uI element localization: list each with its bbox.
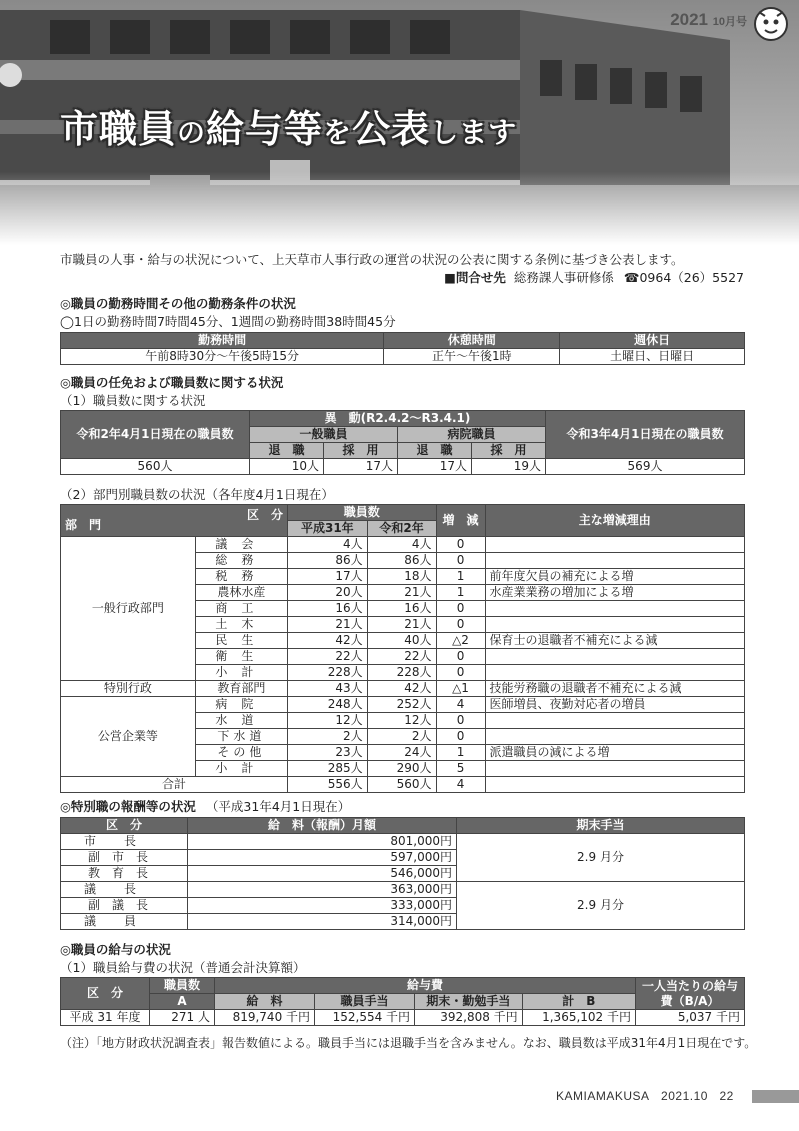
cell-diff: 0 <box>436 729 485 745</box>
cell-r2: 560人 <box>367 777 436 793</box>
salary-sub: （1）職員給与費の状況（普通会計決算額） <box>60 960 306 975</box>
cell-diff: 4 <box>436 777 485 793</box>
cell-reason <box>485 617 744 633</box>
page-footer: KAMIAMAKUSA 2021.10 22 <box>556 1089 734 1103</box>
monthly-salary: 801,000円 <box>188 834 457 850</box>
cell-reason <box>485 713 744 729</box>
mascot-icon <box>749 2 793 46</box>
cell-diff: 1 <box>436 745 485 761</box>
table-row <box>61 681 745 697</box>
section-title-salary: ◎職員の給与の状況 <box>60 942 171 957</box>
department-group: 特別行政 <box>61 681 196 697</box>
cell-h31: 17人 <box>288 569 368 585</box>
cell-reason <box>485 649 744 665</box>
cell-reason <box>485 761 744 777</box>
special-staff-table: 区 分 給 料（報酬）月額 期末手当 市長 801,000円 2.9 月分 副市長 597,000円 教育長 546,000円 議長 363,000円 2.9 月分 副議長 333,000円 議員 314,000円 <box>60 817 745 930</box>
bonus-months: 2.9 月分 <box>457 834 745 882</box>
cell-reason <box>485 553 744 569</box>
row-category: 小計 <box>195 761 287 777</box>
cell-diff: 0 <box>436 553 485 569</box>
row-category: 病院 <box>195 697 287 713</box>
cell-r2: 22人 <box>367 649 436 665</box>
cell-diff: 0 <box>436 601 485 617</box>
cell-h31: 12人 <box>288 713 368 729</box>
table-row <box>61 697 745 713</box>
cell-h31: 556人 <box>288 777 368 793</box>
position-name: 教育長 <box>61 866 188 882</box>
row-category: 税務 <box>195 569 287 585</box>
row-category: 土木 <box>195 617 287 633</box>
position-name: 議員 <box>61 914 188 930</box>
position-name: 議長 <box>61 882 188 898</box>
header-photo <box>0 0 799 245</box>
department-group: 一般行政部門 <box>61 537 196 681</box>
monthly-salary: 546,000円 <box>188 866 457 882</box>
cell-r2: 86人 <box>367 553 436 569</box>
work-hours-table: 勤務時間 休憩時間 週休日 午前8時30分～午後5時15分 正午～午後1時 土曜日、日曜日 <box>60 332 745 365</box>
section-title-work-hours: ◎職員の勤務時間その他の勤務条件の状況 <box>60 296 296 311</box>
cell-h31: 43人 <box>288 681 368 697</box>
cell-r2: 16人 <box>367 601 436 617</box>
cell-h31: 285人 <box>288 761 368 777</box>
row-category: 総務 <box>195 553 287 569</box>
section-title-special-staff: ◎特別職の報酬等の状況 （平成31年4月1日現在） <box>60 799 351 814</box>
section-title-staff: ◎職員の任免および職員数に関する状況 <box>60 375 284 390</box>
cell-h31: 22人 <box>288 649 368 665</box>
total-label: 合計 <box>61 777 288 793</box>
bonus-months: 2.9 月分 <box>457 882 745 930</box>
staff-count-table: 令和2年4月1日現在の職員数 異 動(R2.4.2～R3.4.1) 令和3年4月1日現在の職員数 一般職員 病院職員 退 職 採 用 退 職 採 用 560人 10人 17人 17人 19人 569人 <box>60 410 745 475</box>
cell-reason: 派遣職員の減による増 <box>485 745 744 761</box>
footnote: （注）「地方財政状況調査表」報告数値による。職員手当には退職手当を含みません。なお、職員数は平成31年4月1日現在です。 <box>60 1036 757 1050</box>
row-category: 民生 <box>195 633 287 649</box>
salary-cost-table: 区 分 職員数 給与費 一人当たりの給与費（B/A） A 給 料 職員手当 期末・勤勉手当 計 B 平成 31 年度 271 人 819,740 千円 152,554 千円 392,808 千円 1,365,102 千円 5,037 千円 <box>60 977 745 1026</box>
cell-reason <box>485 601 744 617</box>
row-category: 商工 <box>195 601 287 617</box>
cell-diff: 0 <box>436 665 485 681</box>
position-name: 副議長 <box>61 898 188 914</box>
cell-reason: 保育士の退職者不補充による減 <box>485 633 744 649</box>
cell-diff: 0 <box>436 649 485 665</box>
row-category: 水道 <box>195 713 287 729</box>
cell-h31: 42人 <box>288 633 368 649</box>
cell-diff: 5 <box>436 761 485 777</box>
work-hours-summary: ◯1日の勤務時間7時間45分、1週間の勤務時間38時間45分 <box>60 314 396 329</box>
cell-diff: 0 <box>436 537 485 553</box>
table-row <box>61 882 745 898</box>
cell-h31: 21人 <box>288 617 368 633</box>
cell-diff: 0 <box>436 617 485 633</box>
cell-h31: 23人 <box>288 745 368 761</box>
row-category: 小計 <box>195 665 287 681</box>
cell-reason: 前年度欠員の補充による増 <box>485 569 744 585</box>
row-category: 衛生 <box>195 649 287 665</box>
row-category: その他 <box>195 745 287 761</box>
cell-h31: 4人 <box>288 537 368 553</box>
cell-diff: 1 <box>436 569 485 585</box>
table-row <box>61 834 745 850</box>
cell-diff: △2 <box>436 633 485 649</box>
cell-reason: 水産業業務の増加による増 <box>485 585 744 601</box>
cell-r2: 12人 <box>367 713 436 729</box>
cell-diff: 4 <box>436 697 485 713</box>
position-name: 副市長 <box>61 850 188 866</box>
cell-reason <box>485 537 744 553</box>
cell-r2: 228人 <box>367 665 436 681</box>
staff-sub-2: （2）部門別職員数の状況（各年度4月1日現在） <box>60 487 334 502</box>
contact-info: ■問合せ先 総務課人事研修係 ☎0964（26）5527 <box>444 270 744 285</box>
cell-r2: 21人 <box>367 585 436 601</box>
cell-reason <box>485 777 744 793</box>
cell-h31: 248人 <box>288 697 368 713</box>
cell-r2: 24人 <box>367 745 436 761</box>
cell-h31: 86人 <box>288 553 368 569</box>
cell-diff: 1 <box>436 585 485 601</box>
monthly-salary: 333,000円 <box>188 898 457 914</box>
cell-diff: △1 <box>436 681 485 697</box>
cell-reason <box>485 665 744 681</box>
row-category: 教育部門 <box>195 681 287 697</box>
cell-h31: 2人 <box>288 729 368 745</box>
cell-r2: 290人 <box>367 761 436 777</box>
cell-diff: 0 <box>436 713 485 729</box>
cell-h31: 20人 <box>288 585 368 601</box>
row-category: 農林水産 <box>195 585 287 601</box>
cell-r2: 2人 <box>367 729 436 745</box>
monthly-salary: 314,000円 <box>188 914 457 930</box>
cell-r2: 21人 <box>367 617 436 633</box>
monthly-salary: 597,000円 <box>188 850 457 866</box>
cell-h31: 16人 <box>288 601 368 617</box>
table-row <box>61 777 745 793</box>
cell-r2: 252人 <box>367 697 436 713</box>
cell-r2: 18人 <box>367 569 436 585</box>
cell-r2: 4人 <box>367 537 436 553</box>
department-group: 公営企業等 <box>61 697 196 777</box>
table-row <box>61 537 745 553</box>
department-rows <box>61 537 745 793</box>
page-title: 市職員の給与等を公表します <box>60 107 518 151</box>
issue-date: 2021 10月号 <box>670 10 747 29</box>
row-category: 議会 <box>195 537 287 553</box>
cell-reason: 医師増員、夜勤対応者の増員 <box>485 697 744 713</box>
cell-r2: 40人 <box>367 633 436 649</box>
cell-r2: 42人 <box>367 681 436 697</box>
cell-reason <box>485 729 744 745</box>
monthly-salary: 363,000円 <box>188 882 457 898</box>
row-category: 下水道 <box>195 729 287 745</box>
staff-sub-1: （1）職員数に関する状況 <box>60 393 206 408</box>
cell-reason: 技能労務職の退職者不補充による減 <box>485 681 744 697</box>
cell-h31: 228人 <box>288 665 368 681</box>
intro-text: 市職員の人事・給与の状況について、上天草市人事行政の運営の状況の公表に関する条例に基づき公表します。 <box>60 252 684 267</box>
footer-bar <box>752 1090 799 1103</box>
position-name: 市長 <box>61 834 188 850</box>
department-staff-table: 部 門 区 分 職員数 増 減 主な増減理由 平成31年 令和2年 一般行政部門 議会 4人 4人 0 総務 86人 86人 0 税務 17人 18人 1 前年度欠員の補充による増 農林水産 20人 21人 1 水産業業務の増加による増 商工 16人 16人 0 土木 21人 21人 0 民生 42人 40人 △2 保育士の退職者不補充による減 衛生 22人 22人 0 小計 228人 228人 0 特別行政 教育部門 43人 42人 △1 技能労務職の退職者不補充による減 公営企業等 病院 248人 252人 4 医師増員、夜勤対応者の増員 水道 12人 12人 0 下水道 2人 2人 0 その他 23人 24人 1 派遣職員の減による増 小計 285人 290人 5 合計 556人 560人 4 <box>60 504 745 793</box>
